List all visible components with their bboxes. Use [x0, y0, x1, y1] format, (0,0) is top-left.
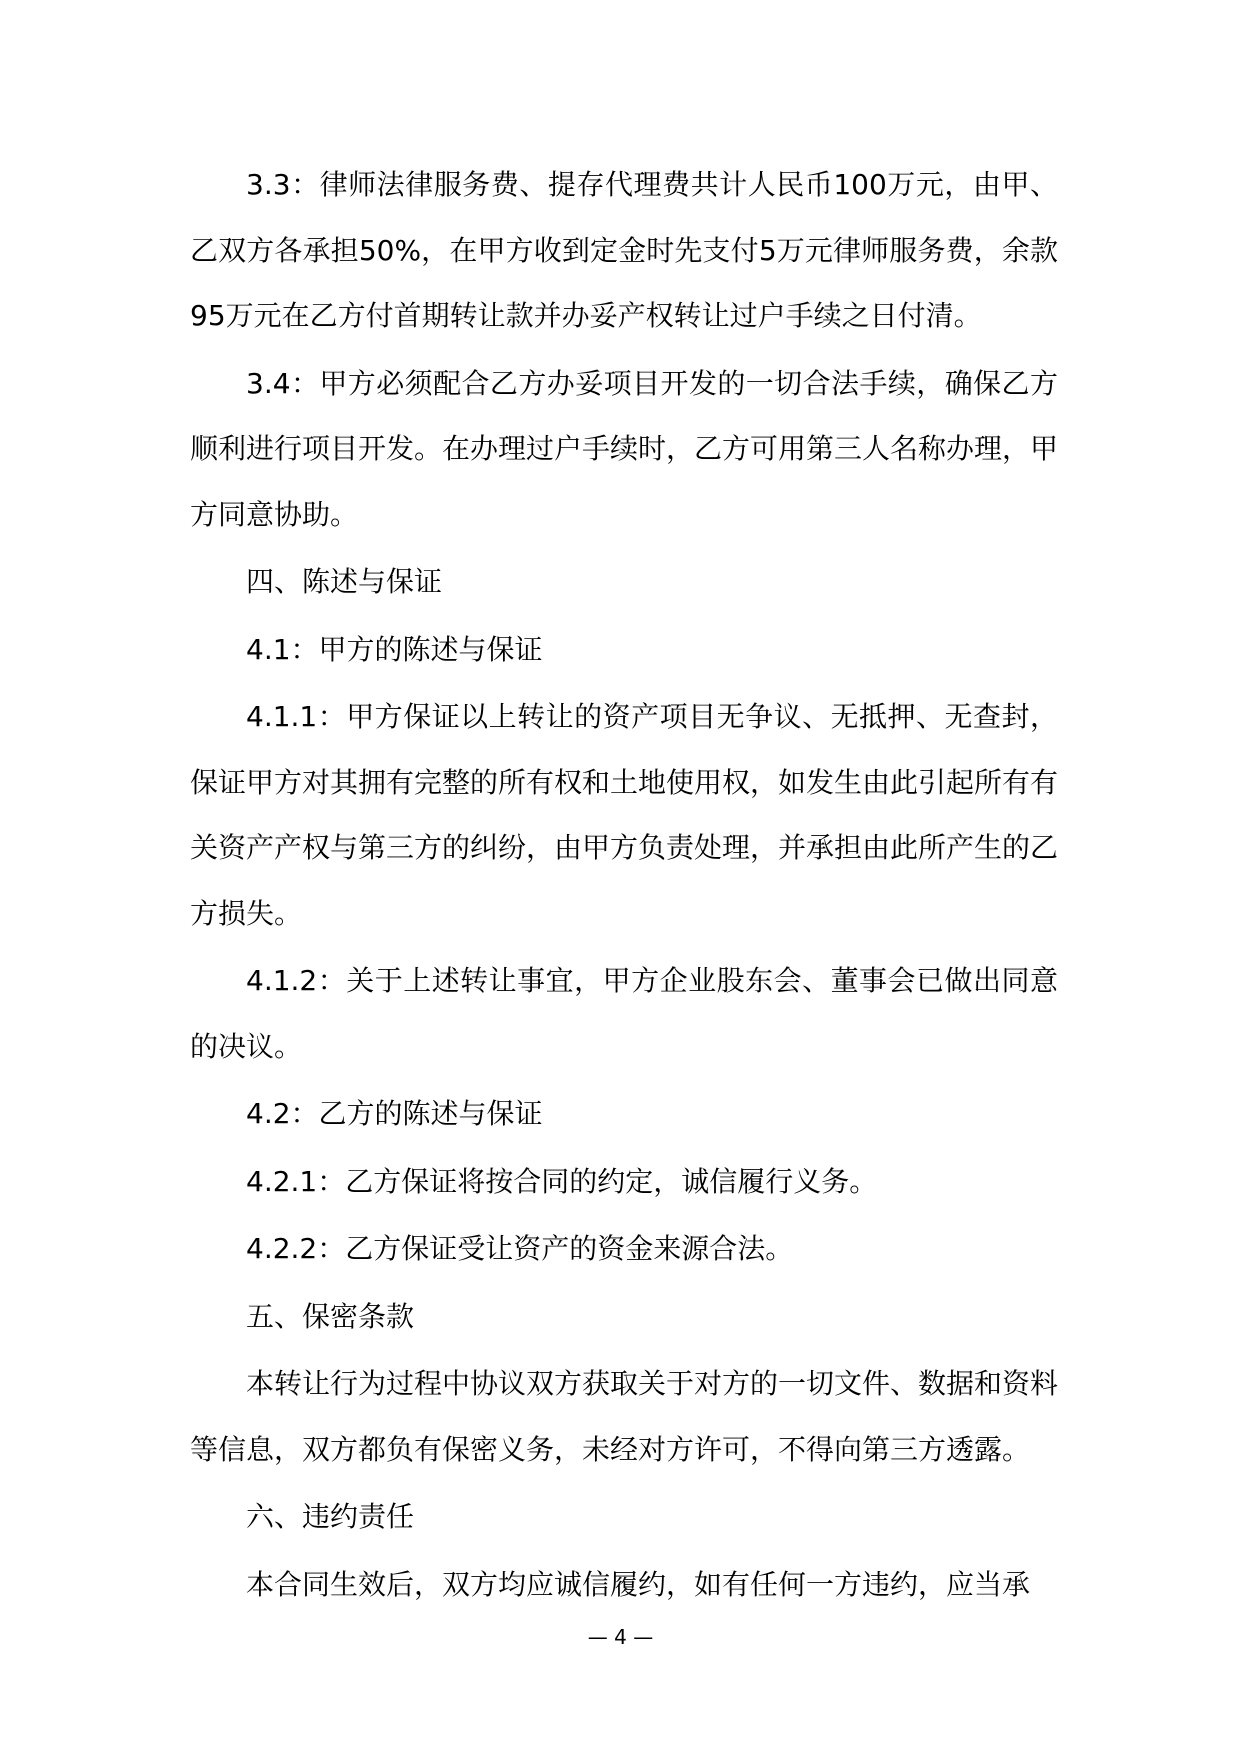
section-heading-5: 五、保密条款	[246, 1299, 415, 1333]
confidentiality-clause: 本转让行为过程中协议双方获取关于对方的一切文件、数据和资料等信息，双方都负有保密义务，未经对方许可，不得向第三方透露。	[190, 1367, 1059, 1466]
clause-4-1-1: 4.1.1：甲方保证以上转让的资产项目无争议、无抵押、无查封，保证甲方对其拥有完整的所有权和土地使用权，如发生由此引起所有有关资产产权与第三方的纠纷，由甲方负责处理，并承担由此所产生的乙方损失。	[190, 700, 1059, 930]
clause-4-2: 4.2：乙方的陈述与保证	[246, 1097, 543, 1130]
section-heading-4: 四、陈述与保证	[246, 565, 443, 598]
clause-4-1: 4.1：甲方的陈述与保证	[246, 632, 543, 666]
clause-3-4: 3.4：甲方必须配合乙方办妥项目开发的一切合法手续，确保乙方顺利进行项目开发。在办理过户手续时，乙方可用第三人名称办理，甲方同意协助。	[190, 366, 1059, 531]
document-body	[190, 152, 1058, 1619]
section-heading-6: 六、违约责任	[246, 1500, 415, 1533]
page-number: — 4 —	[587, 1625, 654, 1649]
clause-3-3: 3.3：律师法律服务费、提存代理费共计人民币100万元，由甲、乙双方各承担50%，在甲方收到定金时先支付5万元律师服务费，余款95万元在乙方付首期转让款并办妥产权转让过户手续之日付清。	[190, 168, 1058, 332]
clause-4-1-2: 4.1.2：关于上述转让事宜，甲方企业股东会、董事会已做出同意的决议。	[190, 964, 1058, 1063]
clause-4-2-1: 4.2.1：乙方保证将按合同的约定，诚信履行义务。	[246, 1164, 878, 1198]
liability-clause: 本合同生效后，双方均应诚信履约，如有任何一方违约，应当承	[246, 1567, 1031, 1601]
clause-4-2-2: 4.2.2：乙方保证受让资产的资金来源合法。	[246, 1232, 794, 1265]
